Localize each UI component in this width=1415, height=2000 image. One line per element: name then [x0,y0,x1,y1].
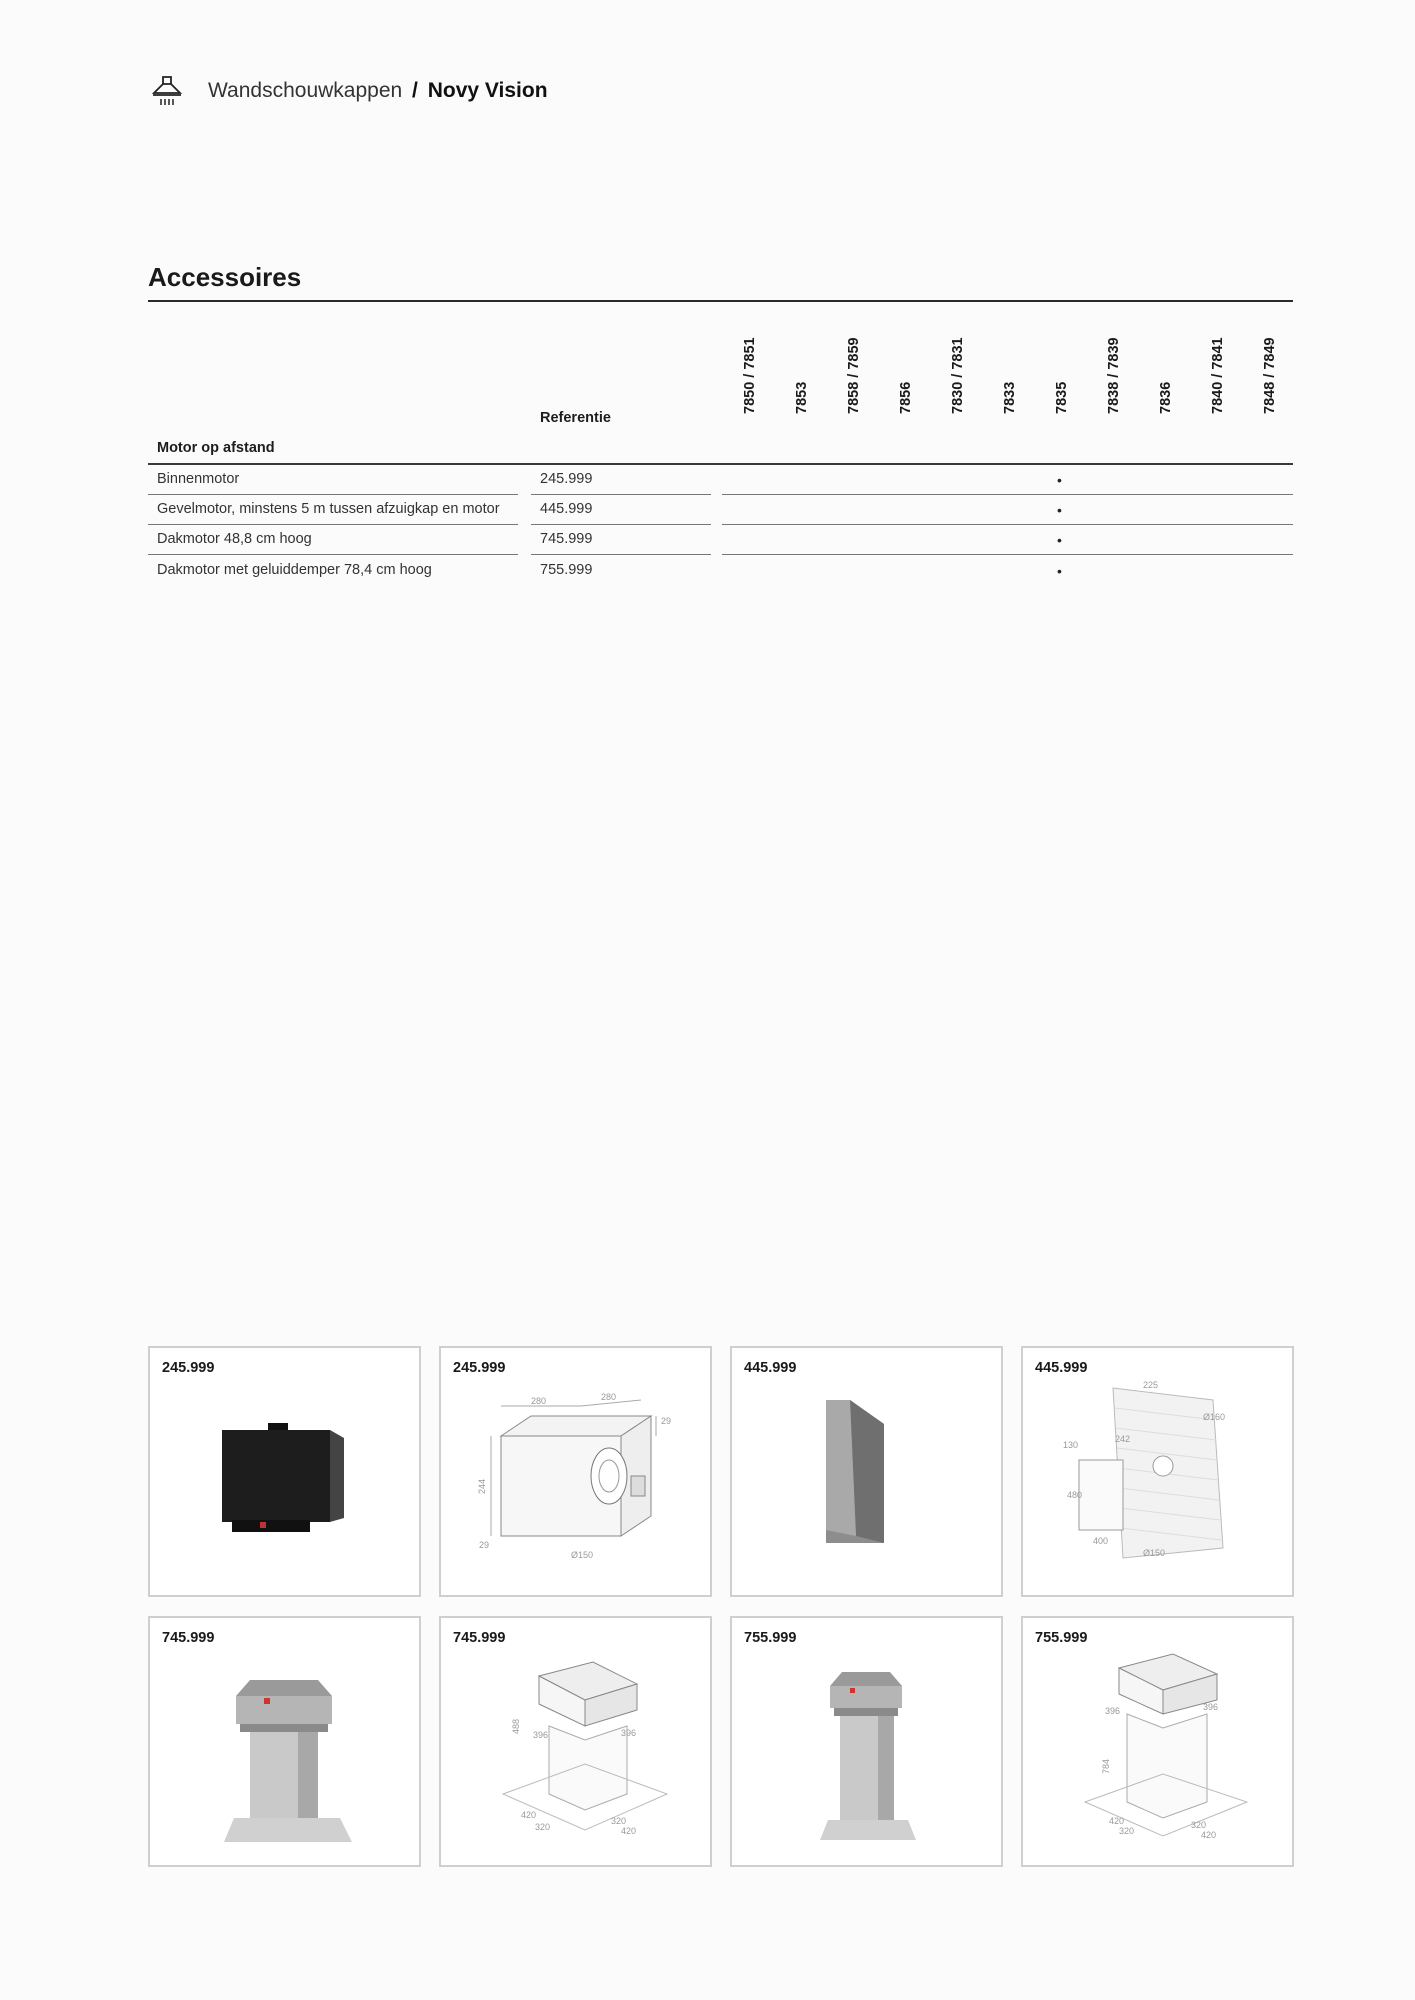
product-code: 445.999 [744,1360,797,1376]
product-code: 445.999 [1035,1360,1088,1376]
table-row [148,495,1293,525]
roof-motor-silencer-photo [732,1618,1001,1865]
column-header: 7858 / 7859 [846,337,862,414]
row-reference: 245.999 [540,471,593,487]
row-reference: 745.999 [540,531,593,547]
product-code: 755.999 [1035,1630,1088,1646]
svg-text:244: 244 [477,1478,487,1494]
svg-text:420: 420 [1109,1816,1125,1826]
svg-text:Ø160: Ø160 [1203,1412,1226,1422]
table-row [148,525,1293,555]
title-divider [148,300,1293,302]
page-header [150,74,548,108]
svg-text:29: 29 [661,1416,672,1426]
roof-motor-silencer-drawing [1023,1618,1292,1865]
svg-text:Ø150: Ø150 [1143,1548,1166,1558]
svg-text:400: 400 [1093,1536,1109,1546]
roof-motor-photo [150,1618,419,1865]
svg-text:Ø150: Ø150 [571,1550,594,1560]
availability-mark: • [1057,472,1062,488]
group-label: Motor op afstand [157,440,275,456]
svg-text:420: 420 [521,1810,537,1820]
product-card[interactable] [1021,1616,1294,1867]
svg-text:396: 396 [1105,1706,1121,1716]
breadcrumb-current: Novy Vision [427,79,548,102]
availability-mark: • [1057,502,1062,518]
product-card[interactable] [148,1616,421,1867]
row-name: Dakmotor 48,8 cm hoog [157,531,312,547]
column-header: 7848 / 7849 [1262,337,1278,414]
indoor-motor-photo [150,1348,419,1595]
product-code: 745.999 [453,1630,506,1646]
column-header: 7853 [794,381,810,414]
reference-header: Referentie [540,410,611,426]
svg-text:480: 480 [1067,1490,1083,1500]
svg-text:420: 420 [1201,1830,1217,1840]
row-name: Binnenmotor [157,471,240,487]
svg-text:396: 396 [533,1730,549,1740]
column-header: 7856 [898,381,914,414]
svg-text:225: 225 [1143,1380,1159,1390]
breadcrumb-separator: / [412,79,418,102]
svg-text:280: 280 [601,1392,617,1402]
column-header: 7850 / 7851 [742,337,758,414]
product-code: 245.999 [453,1360,506,1376]
row-reference: 445.999 [540,501,593,517]
roof-motor-drawing [441,1618,710,1865]
row-name: Gevelmotor, minstens 5 m tussen afzuigkap en motor [157,501,500,517]
svg-text:280: 280 [531,1396,547,1406]
column-header: 7833 [1002,381,1018,414]
product-card[interactable] [439,1616,712,1867]
product-card[interactable] [1021,1346,1294,1597]
wall-motor-photo [732,1348,1001,1595]
product-card[interactable] [730,1616,1003,1867]
svg-text:396: 396 [1203,1702,1219,1712]
svg-text:320: 320 [1191,1820,1207,1830]
row-name: Dakmotor met geluiddemper 78,4 cm hoog [157,562,432,578]
svg-text:242: 242 [1115,1434,1131,1444]
svg-text:488: 488 [511,1718,521,1734]
product-card[interactable] [730,1346,1003,1597]
product-code: 755.999 [744,1630,797,1646]
product-card[interactable] [439,1346,712,1597]
cooker-hood-icon [150,74,184,108]
availability-mark: • [1057,563,1062,579]
svg-text:130: 130 [1063,1440,1079,1450]
wall-motor-drawing [1023,1348,1292,1595]
svg-text:420: 420 [621,1826,637,1836]
column-header: 7830 / 7831 [950,337,966,414]
availability-mark: • [1057,532,1062,548]
svg-text:396: 396 [621,1728,637,1738]
table-row [148,465,1293,495]
svg-text:320: 320 [1119,1826,1135,1836]
table-row [148,556,1293,586]
row-reference: 755.999 [540,562,593,578]
svg-text:29: 29 [479,1540,490,1550]
indoor-motor-drawing [441,1348,710,1595]
column-header: 7840 / 7841 [1210,337,1226,414]
product-card[interactable] [148,1346,421,1597]
breadcrumb-category[interactable]: Wandschouwkappen [208,79,403,102]
column-header: 7835 [1054,381,1070,414]
product-code: 745.999 [162,1630,215,1646]
section-title: Accessoires [148,262,302,292]
breadcrumb [208,79,548,103]
column-header: 7836 [1158,381,1174,414]
column-header: 7838 / 7839 [1106,337,1122,414]
svg-text:320: 320 [535,1822,551,1832]
product-code: 245.999 [162,1360,215,1376]
svg-text:784: 784 [1101,1758,1111,1774]
svg-text:320: 320 [611,1816,627,1826]
